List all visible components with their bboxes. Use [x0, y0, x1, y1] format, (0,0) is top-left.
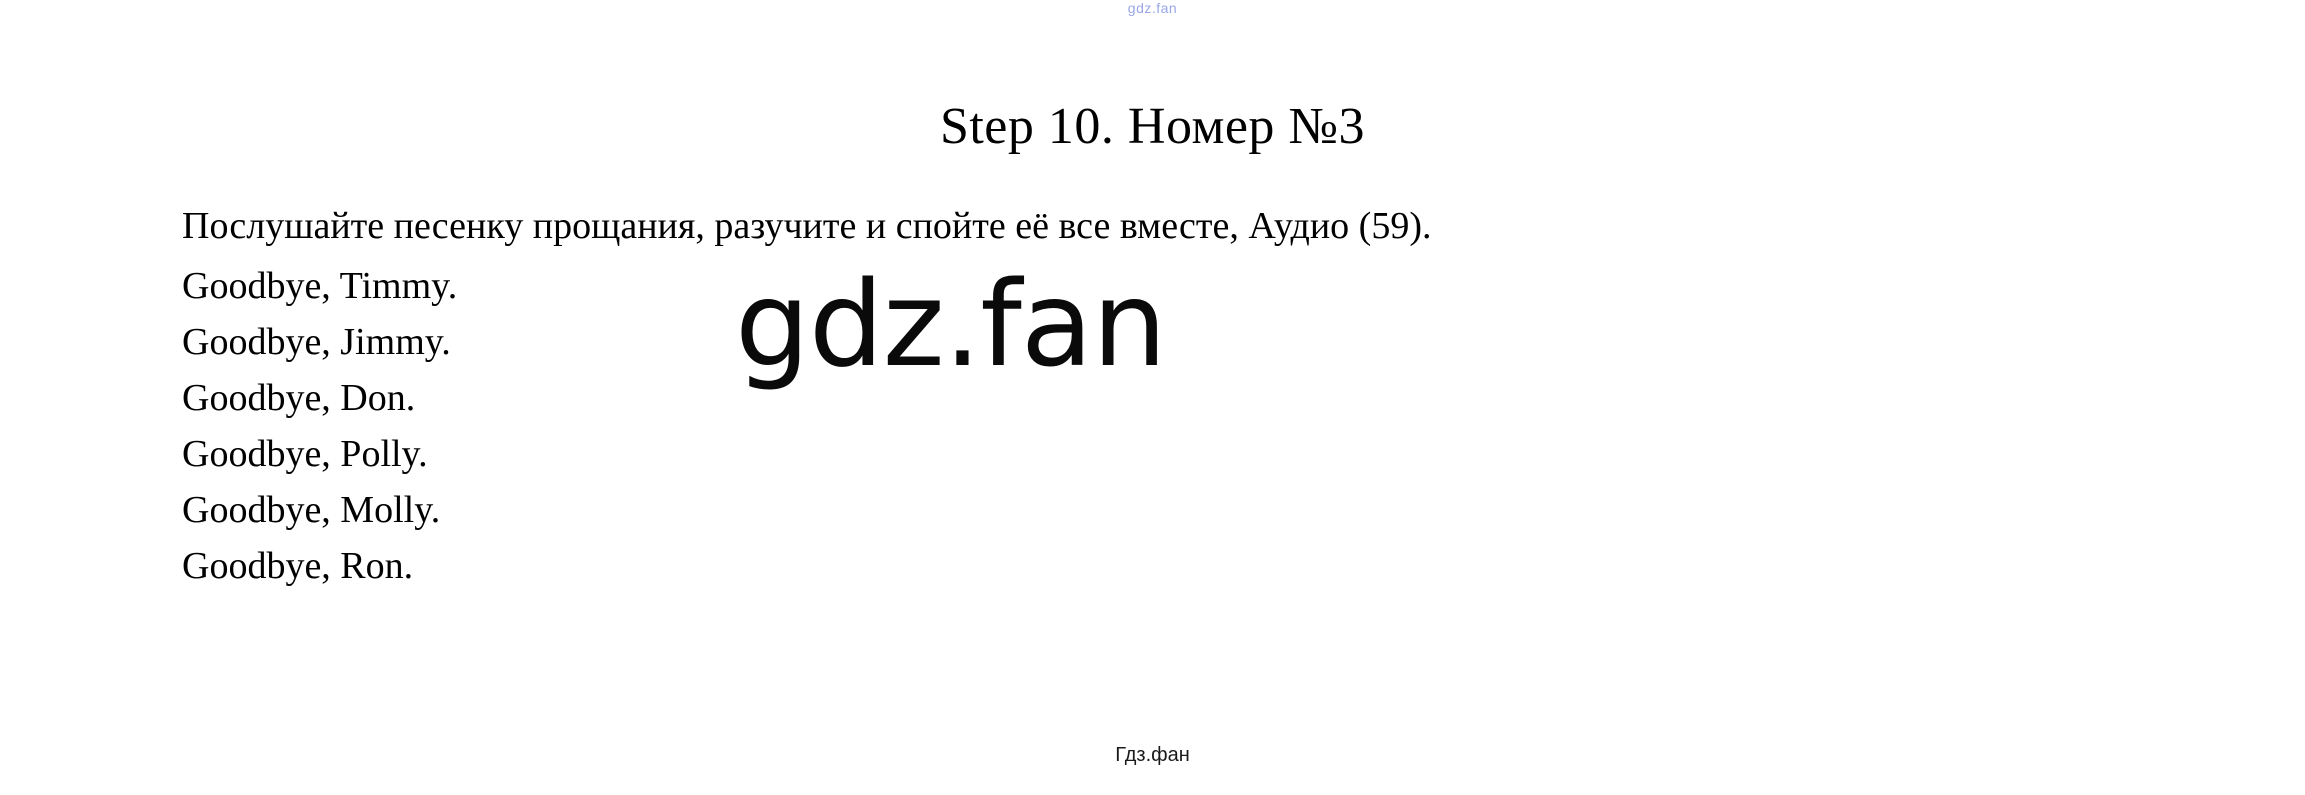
footer-watermark: Гдз.фан	[1115, 744, 1190, 766]
document-content	[182, 198, 2082, 594]
list-item: Goodbye, Don.	[182, 377, 416, 419]
top-watermark: gdz.fan	[1127, 0, 1178, 16]
list-item: Goodbye, Molly.	[182, 489, 441, 531]
list-item: Goodbye, Ron.	[182, 545, 414, 587]
page-title: Step 10. Номер №3	[939, 97, 1366, 155]
task-instruction: Послушайте песенку прощания, разучите и спойте её все вместе, Аудио (59).	[182, 205, 1432, 247]
list-item: Goodbye, Jimmy.	[182, 321, 451, 363]
list-item: Goodbye, Polly.	[182, 433, 428, 475]
list-item: Goodbye, Timmy.	[182, 265, 458, 307]
center-watermark: gdz.fan	[735, 255, 1166, 393]
song-lines-list	[182, 258, 2082, 594]
